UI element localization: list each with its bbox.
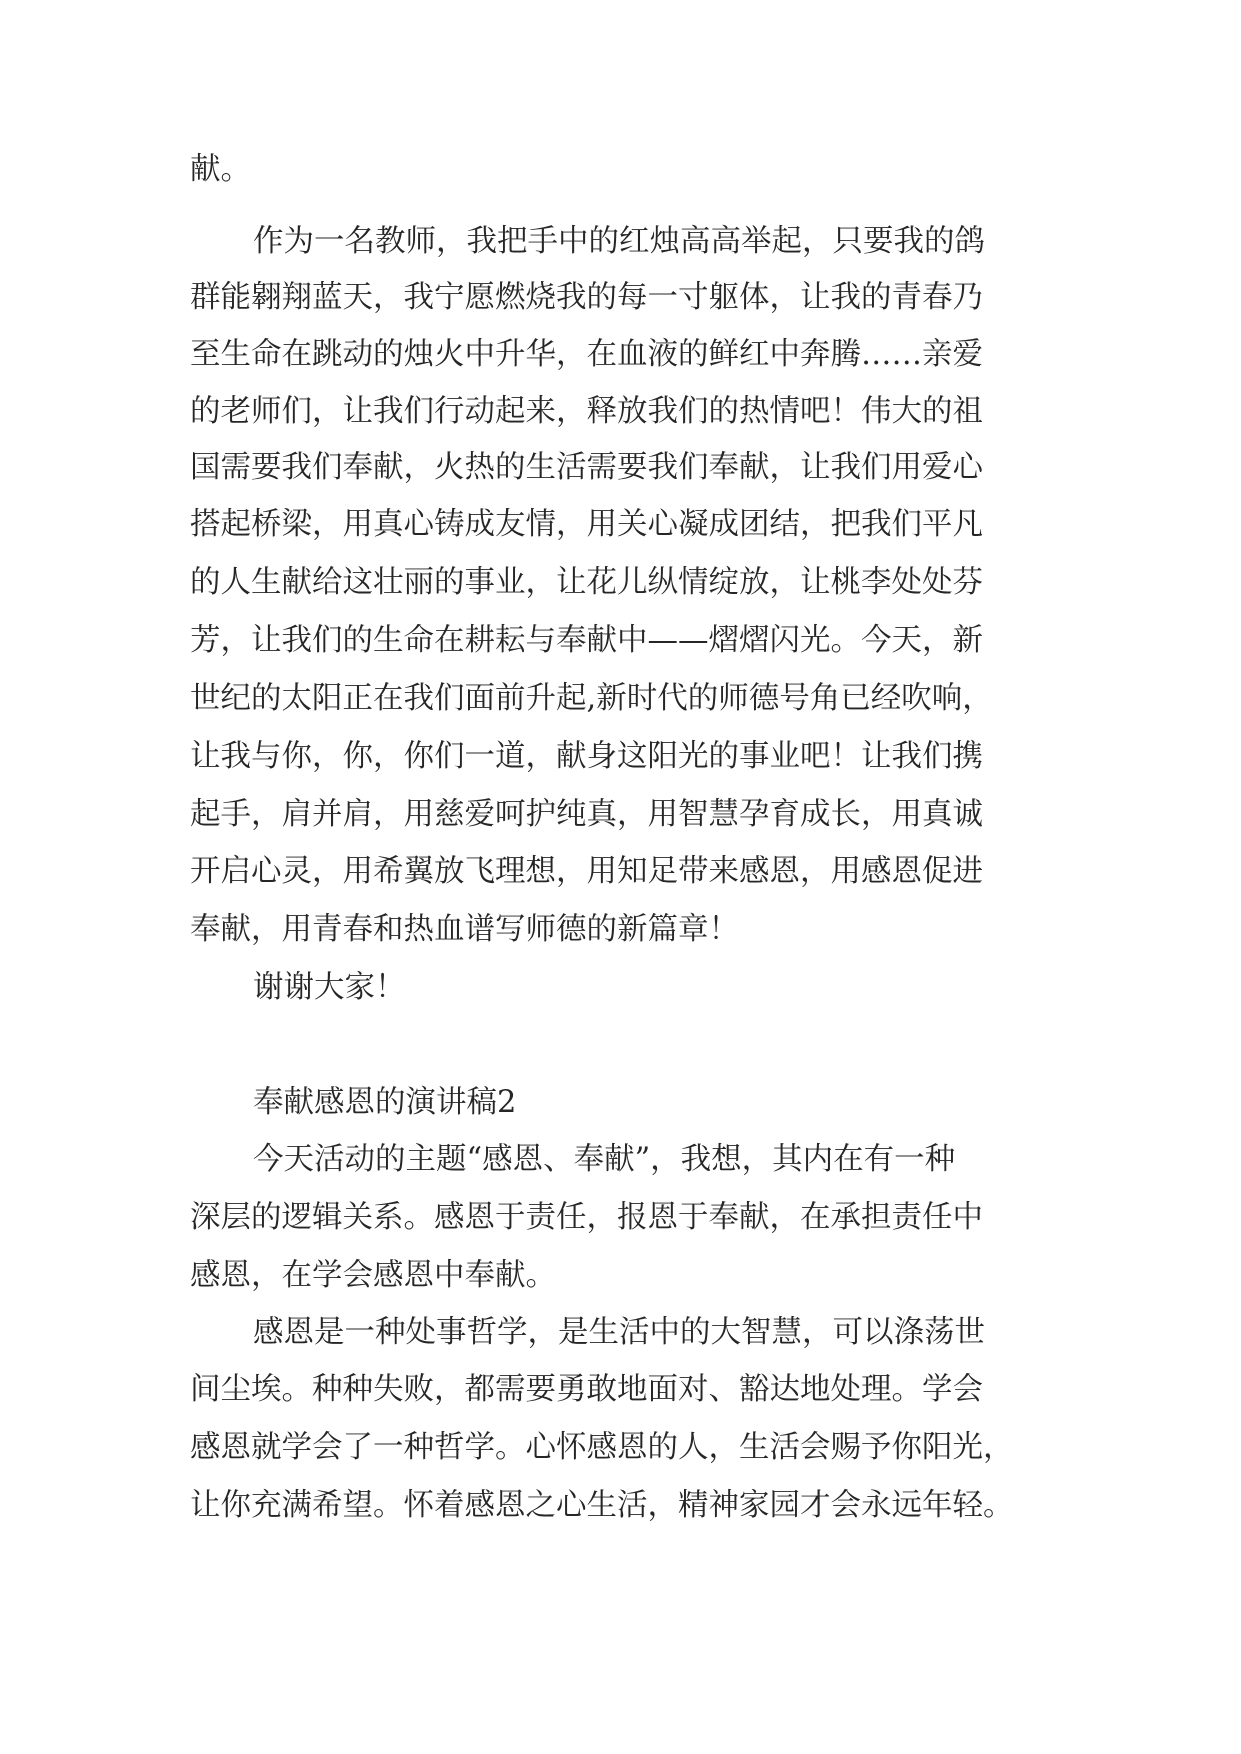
text-line: 的老师们，让我们行动起来，释放我们的热情吧！伟大的祖 <box>190 394 983 429</box>
text-line: 的人生献给这壮丽的事业，让花儿纵情绽放，让桃李处处芬 <box>190 565 983 600</box>
text-line: 世纪的太阳正在我们面前升起,新时代的师德号角已经吹响， <box>190 681 993 716</box>
text-line: 群能翱翔蓝天，我宁愿燃烧我的每一寸躯体，让我的青春乃 <box>190 280 983 315</box>
text-line: 让我与你，你，你们一道，献身这阳光的事业吧！让我们携 <box>190 739 983 774</box>
text-line: 深层的逻辑关系。感恩于责任，报恩于奉献，在承担责任中 <box>190 1200 983 1235</box>
closing-line: 谢谢大家！ <box>253 970 406 1005</box>
text-line: 至生命在跳动的烛火中升华，在血液的鲜红中奔腾……亲爱 <box>190 337 983 372</box>
text-line: 献。 <box>190 152 251 187</box>
paragraph-first-line: 感恩是一种处事哲学，是生活中的大智慧，可以涤荡世 <box>253 1315 985 1350</box>
text-line: 让你充满希望。怀着感恩之心生活，精神家园才会永远年轻。 <box>190 1488 1014 1523</box>
text-line: 开启心灵，用希翼放飞理想，用知足带来感恩，用感恩促进 <box>190 854 983 889</box>
text-line: 芳，让我们的生命在耕耘与奉献中——熠熠闪光。今天，新 <box>190 623 983 658</box>
text-line: 间尘埃。种种失败，都需要勇敢地面对、豁达地处理。学会 <box>190 1372 983 1407</box>
text-line: 感恩就学会了一种哲学。心怀感恩的人，生活会赐予你阳光， <box>190 1430 1014 1465</box>
paragraph-first-line: 今天活动的主题“感恩、奉献”，我想，其内在有一种 <box>253 1142 956 1177</box>
text-line: 搭起桥梁，用真心铸成友情，用关心凝成团结，把我们平凡 <box>190 507 983 542</box>
text-line: 国需要我们奉献，火热的生活需要我们奉献，让我们用爱心 <box>190 450 983 485</box>
text-line: 感恩，在学会感恩中奉献。 <box>190 1258 556 1293</box>
text-line: 起手，肩并肩，用慈爱呵护纯真，用智慧孕育成长，用真诚 <box>190 797 983 832</box>
text-line: 奉献，用青春和热血谱写师德的新篇章！ <box>190 912 739 947</box>
paragraph-first-line: 作为一名教师，我把手中的红烛高高举起，只要我的鸽 <box>253 224 985 259</box>
section-title: 奉献感恩的演讲稿2 <box>253 1085 517 1120</box>
